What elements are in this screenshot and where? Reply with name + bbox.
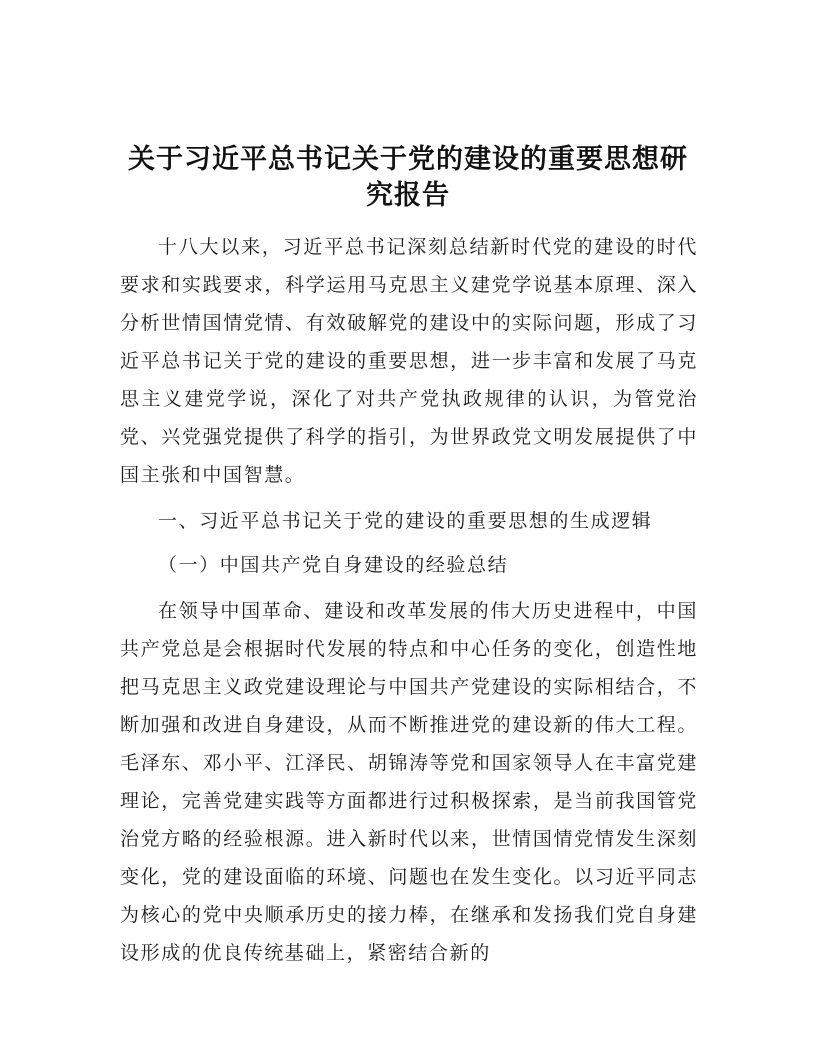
body-paragraph: 在领导中国革命、建设和改革发展的伟大历史进程中，中国共产党总是会根据时代发展的特点和中心任务的变化，创造性地把马克思主义政党建设理论与中国共产党建设的实际相结合，不断加强和改进自身建设，从而不断推进党的建设新的伟大工程。毛泽东、邓小平、江泽民、胡锦涛等党和国家领导人在丰富党建理论，完善党建实践等方面都进行过积极探索，是当前我国管党治党方略的经验根源。进入新时代以来，世情国情党情发生深刻变化，党的建设面临的环境、问题也在发生变化。以习近平同志为核心的党中央顺承历史的接力棒，在继承和发扬我们党自身建设形成的优良传统基础上，紧密结合新的 [120, 600, 698, 964]
intro-paragraph: 十八大以来，习近平总书记深刻总结新时代党的建设的时代要求和实践要求，科学运用马克思主义建党学说基本原理、深入分析世情国情党情、有效破解党的建设中的实际问题，形成了习近平总书记关于党的建设的重要思想，进一步丰富和发展了马克思主义建党学说，深化了对共产党执政规律的认识，为管党治党、兴党强党提供了科学的指引，为世界政党文明发展提供了中国主张和中国智慧。 [120, 236, 698, 486]
document-body [120, 228, 698, 980]
subsection-heading: （一）中国共产党自身建设的经验总结 [158, 554, 509, 576]
section-heading: 一、习近平总书记关于党的建设的重要思想的生成逻辑 [158, 510, 653, 532]
document-title: 关于习近平总书记关于党的建设的重要思想研究报告 [128, 144, 688, 211]
